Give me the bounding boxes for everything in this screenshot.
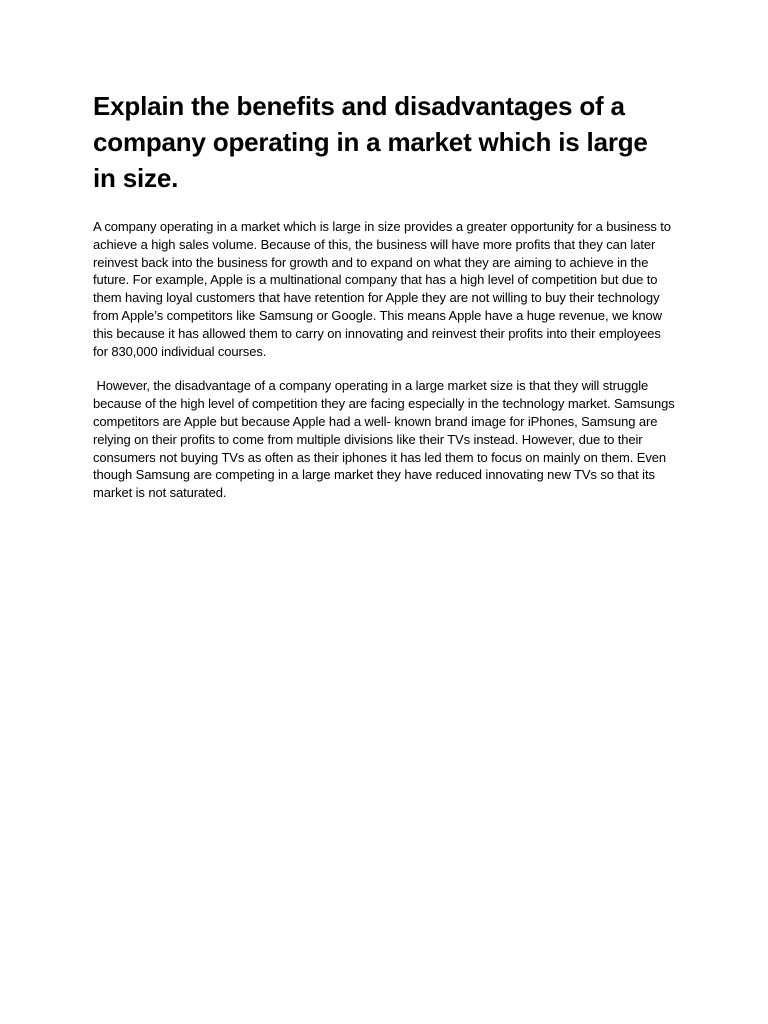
paragraph-benefits: A company operating in a market which is large in size provides a greater opportunity for a business to achieve a high sales volume. Because of this, the business will have more profits that they can later reinvest back into the business for growth and to expand on what they are aiming to achieve in the future. For example, Apple is a multinational company that has a high level of competition but due to them having loyal customers that have retention for Apple they are not willing to buy their technology from Apple’s competitors like Samsung or Google. This means Apple have a huge revenue, we know this because it has allowed them to carry on innovating and reinvest their profits into their employees for 830,000 individual courses.	[93, 219, 675, 359]
paragraph-disadvantages: However, the disadvantage of a company operating in a large market size is that they will struggle because of the high level of competition they are facing especially in the technology market. Samsungs competitors are Apple but because Apple had a well- known brand image for iPhones, Samsung are relying on their profits to come from multiple divisions like their TVs instead. However, due to their consumers not buying TVs as often as their iphones it has led them to focus on mainly on them. Even though Samsung are competing in a large market they have reduced innovating new TVs so that its market is not saturated.	[93, 378, 679, 501]
document-body	[93, 88, 677, 519]
document-heading: Explain the benefits and disadvantages of a company operating in a market which is large in size.	[93, 91, 648, 193]
